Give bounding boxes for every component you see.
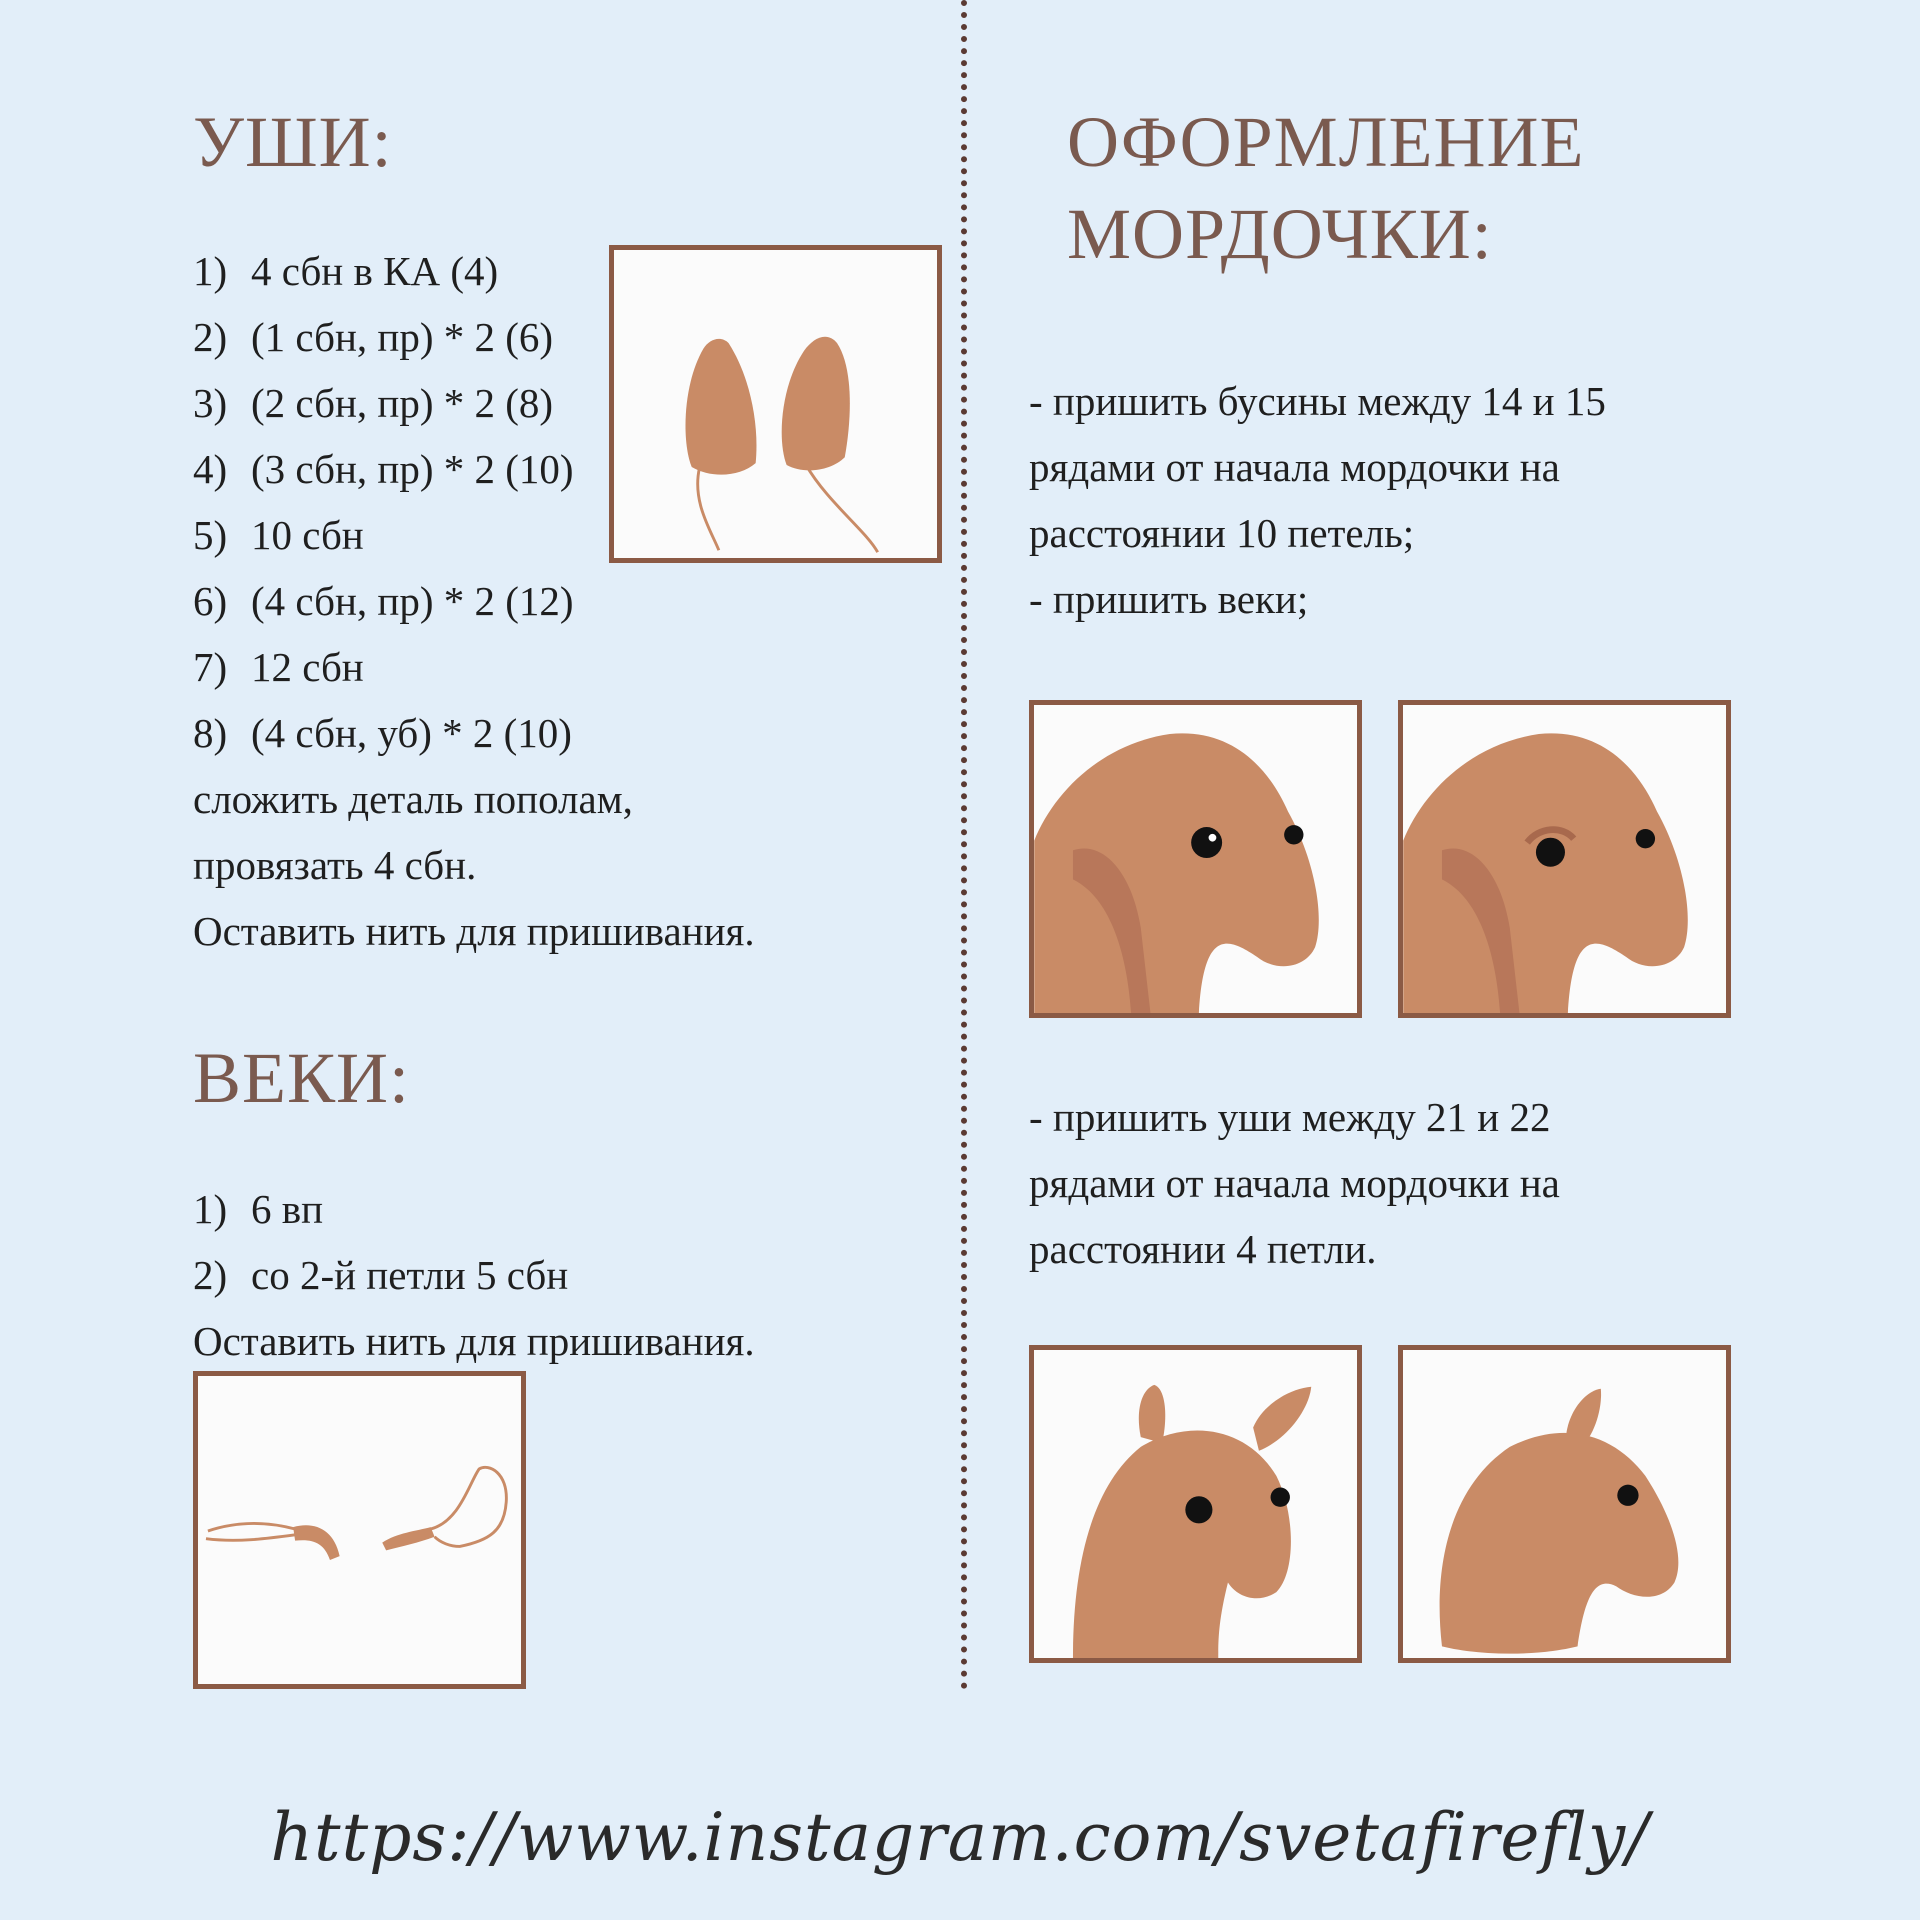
eyelids-steps-list — [193, 1176, 568, 1308]
eyelids-title: ВЕКИ: — [193, 1038, 411, 1118]
column-divider — [961, 0, 967, 1690]
crocheted-ears-image — [614, 250, 937, 558]
horse-head-beads-image — [1034, 705, 1357, 1013]
ears-step: 7) 12 сбн — [193, 644, 364, 690]
ears-step: 4) (3 сбн, пр) * 2 (10) — [193, 446, 574, 492]
head-photo-eyes — [1029, 700, 1362, 1018]
eyelids-step: 1) 6 вп — [193, 1186, 324, 1232]
ears-steps-list — [193, 238, 574, 766]
ears-step: 6) (4 сбн, пр) * 2 (12) — [193, 578, 574, 624]
eyelids-photo — [193, 1371, 526, 1689]
head-photo-ears-front — [1029, 1345, 1362, 1663]
ears-note: сложить деталь пополам, провязать 4 сбн. Оставить нить для пришивания. — [193, 776, 755, 954]
crocheted-eyelids-image — [198, 1376, 521, 1684]
ears-step: 3) (2 сбн, пр) * 2 (8) — [193, 380, 554, 426]
instagram-url[interactable]: https://www.instagram.com/svetafirefly/ — [270, 1799, 1650, 1876]
horse-head-ears-front-image — [1034, 1350, 1357, 1658]
eyelids-note: Оставить нить для пришивания. — [193, 1318, 755, 1364]
ears-photo — [609, 245, 942, 563]
horse-head-ears-side-image — [1403, 1350, 1726, 1658]
ears-step: 2) (1 сбн, пр) * 2 (6) — [193, 314, 554, 360]
horse-head-eyelids-image — [1403, 705, 1726, 1013]
ears-step: 8) (4 сбн, уб) * 2 (10) — [193, 710, 572, 756]
face-instruction-ears: - пришить уши между 21 и 22 рядами от начала мордочки на расстоянии 4 петли. — [1029, 1094, 1560, 1272]
face-title: ОФОРМЛЕНИЕ МОРДОЧКИ: — [1067, 102, 1585, 274]
ears-title: УШИ: — [193, 102, 393, 182]
face-instruction-eyes: - пришить бусины между 14 и 15 рядами от начала мордочки на расстоянии 10 петель; - пришить веки; — [1029, 378, 1606, 622]
ears-step: 5) 10 сбн — [193, 512, 364, 558]
head-photo-eyelids — [1398, 700, 1731, 1018]
ears-step: 1) 4 сбн в КА (4) — [193, 248, 499, 294]
head-photo-ears-side — [1398, 1345, 1731, 1663]
eyelids-step: 2) со 2-й петли 5 сбн — [193, 1252, 569, 1298]
